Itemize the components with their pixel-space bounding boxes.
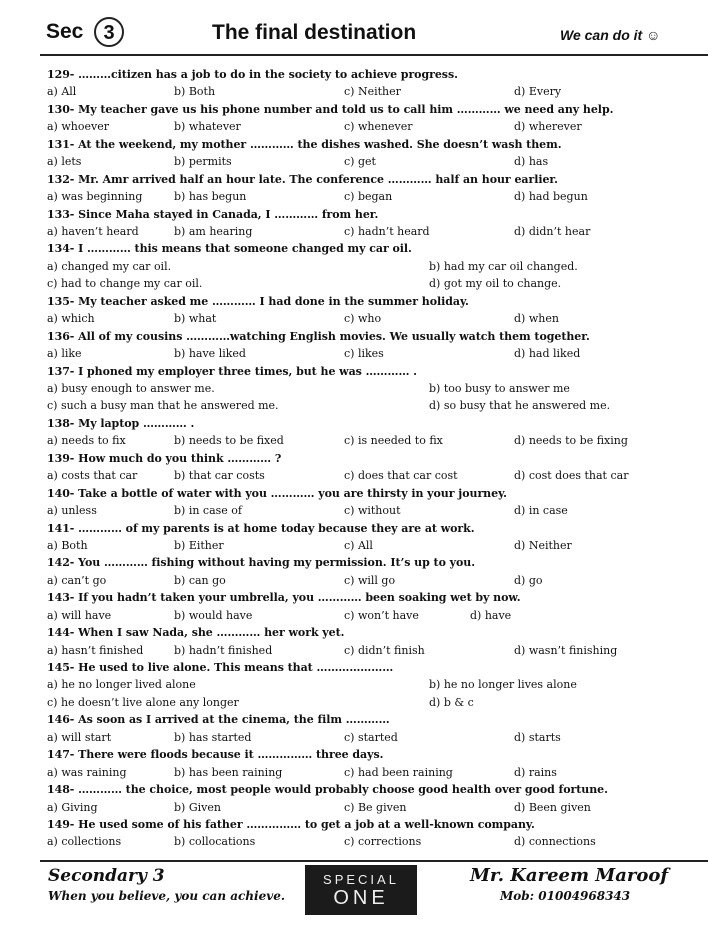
- question-text: 129- ………citizen has a job to do in the society to achieve progress.: [47, 68, 458, 81]
- option-b: b) can go: [174, 573, 226, 587]
- question-text: 142- You ………… fishing without having my permission. It’s up to you.: [47, 556, 476, 570]
- option-row: [47, 153, 687, 170]
- option-c: c) who: [344, 312, 382, 326]
- option-c: c) Neither: [344, 85, 401, 99]
- option-d: d) connections: [514, 835, 596, 849]
- question-list: [47, 66, 687, 851]
- footer-divider: [40, 860, 708, 862]
- option-a: a) hasn’t finished: [47, 643, 144, 657]
- option-c: c) without: [344, 504, 401, 518]
- option-a: a) which: [47, 312, 95, 326]
- option-b: b) am hearing: [174, 224, 253, 238]
- question-item: [47, 171, 687, 206]
- question-item: [47, 136, 687, 171]
- option-a: a) will start: [47, 730, 112, 744]
- teacher-phone: Mob: 01004968343: [500, 889, 631, 903]
- option-c: c) won’t have: [344, 608, 419, 622]
- option-grid: [47, 380, 687, 415]
- option-b: b) that car costs: [174, 469, 265, 483]
- question-item: [47, 206, 687, 241]
- option-b: b) in case of: [174, 504, 242, 518]
- option-d: d) starts: [514, 730, 561, 744]
- question-text: 143- If you hadn’t taken your umbrella, you ………… been soaking wet by now.: [47, 591, 521, 605]
- option-a: a) whoever: [47, 120, 109, 134]
- section-number-badge: 3: [94, 17, 124, 47]
- option-a: a) collections: [47, 835, 122, 849]
- option-d: d) didn’t hear: [514, 224, 591, 238]
- option-b: b) needs to be fixed: [174, 434, 284, 448]
- question-text: 140- Take a bottle of water with you ………… you are thirsty in your journey.: [47, 486, 507, 500]
- option-d: d) wherever: [514, 120, 582, 134]
- option-row: [47, 799, 687, 816]
- question-text: 135- My teacher asked me ………… I had done in the summer holiday.: [47, 294, 469, 308]
- question-text: 132- Mr. Amr arrived half an hour late. The conference ………… half an hour earlier.: [47, 172, 558, 186]
- option-row: [47, 537, 687, 554]
- question-item: [47, 240, 687, 292]
- option-grid: [47, 676, 687, 711]
- option-d: d) Every: [514, 85, 562, 99]
- option-a: a) All: [47, 85, 77, 99]
- option-row: [47, 642, 687, 659]
- option-b: b) too busy to answer me: [429, 381, 570, 395]
- option-d: d) rains: [514, 765, 557, 779]
- question-text: 134- I ………… this means that someone changed my car oil.: [47, 242, 412, 256]
- question-text: 146- As soon as I arrived at the cinema, the film …………: [47, 713, 390, 727]
- option-a: a) will have: [47, 608, 112, 622]
- option-c: c) All: [344, 538, 373, 552]
- option-c: c) had to change my car oil.: [47, 277, 203, 291]
- question-item: [47, 450, 687, 485]
- option-row: [47, 833, 687, 850]
- option-b: b) Either: [174, 538, 224, 552]
- logo-text-top: SPECIAL: [323, 872, 399, 887]
- option-d: d) got my oil to change.: [429, 277, 562, 291]
- option-row: [47, 223, 687, 240]
- page-title: The final destination: [212, 21, 417, 44]
- header: [0, 0, 720, 54]
- option-c: c) hadn’t heard: [344, 224, 430, 238]
- option-b: b) collocations: [174, 835, 256, 849]
- question-item: [47, 415, 687, 450]
- option-c: c) Be given: [344, 800, 407, 814]
- option-row: [47, 467, 687, 484]
- option-a: a) changed my car oil.: [47, 259, 172, 273]
- option-c: c) such a busy man that he answered me.: [47, 399, 279, 413]
- option-c: c) likes: [344, 347, 384, 361]
- option-d: d) wasn’t finishing: [514, 643, 618, 657]
- option-c: c) does that car cost: [344, 469, 458, 483]
- option-b: b) would have: [174, 608, 253, 622]
- option-c: c) began: [344, 190, 393, 204]
- teacher-name: Mr. Kareem Maroof: [470, 865, 669, 886]
- logo-text-bottom: ONE: [333, 887, 389, 909]
- option-row: [47, 607, 687, 624]
- option-b: b) Both: [174, 85, 216, 99]
- option-b: b) Given: [174, 800, 221, 814]
- option-a: a) was beginning: [47, 190, 143, 204]
- option-row: [47, 572, 687, 589]
- option-row: [47, 432, 687, 449]
- question-item: [47, 816, 687, 851]
- question-text: 130- My teacher gave us his phone number and told us to call him ………… we need any help.: [47, 102, 614, 116]
- option-b: b) has started: [174, 730, 252, 744]
- footer-level: Secondary 3: [48, 866, 165, 886]
- option-a: a) Both: [47, 538, 88, 552]
- question-item: [47, 520, 687, 555]
- question-item: [47, 101, 687, 136]
- option-d: d) Neither: [514, 538, 572, 552]
- option-row: [47, 118, 687, 135]
- option-d: d) Been given: [514, 800, 591, 814]
- question-item: [47, 589, 687, 624]
- option-d: d) have: [470, 608, 512, 622]
- question-item: [47, 659, 687, 711]
- question-text: 145- He used to live alone. This means that …………………: [47, 661, 394, 675]
- question-text: 141- ………… of my parents is at home today because they are at work.: [47, 521, 475, 535]
- question-text: 133- Since Maha stayed in Canada, I ………… from her.: [47, 207, 379, 221]
- option-d: d) b & c: [429, 695, 474, 709]
- option-c: c) started: [344, 730, 398, 744]
- question-item: [47, 711, 687, 746]
- option-c: c) had been raining: [344, 765, 453, 779]
- question-item: [47, 293, 687, 328]
- option-a: a) unless: [47, 504, 97, 518]
- option-d: d) when: [514, 312, 559, 326]
- option-b: b) permits: [174, 155, 232, 169]
- option-a: a) was raining: [47, 765, 127, 779]
- question-text: 139- How much do you think ………… ?: [47, 451, 282, 465]
- question-text: 144- When I saw Nada, she ………… her work yet.: [47, 626, 345, 640]
- option-a: a) Giving: [47, 800, 98, 814]
- option-row: [47, 502, 687, 519]
- question-item: [47, 328, 687, 363]
- option-b: b) he no longer lives alone: [429, 678, 577, 692]
- option-b: b) had my car oil changed.: [429, 259, 578, 273]
- option-a: a) haven’t heard: [47, 224, 139, 238]
- question-item: [47, 554, 687, 589]
- option-d: d) in case: [514, 504, 568, 518]
- option-c: c) corrections: [344, 835, 422, 849]
- option-a: a) costs that car: [47, 469, 138, 483]
- question-text: 147- There were floods because it …………… three days.: [47, 748, 384, 762]
- option-d: d) go: [514, 573, 543, 587]
- option-c: c) will go: [344, 573, 396, 587]
- question-item: [47, 363, 687, 415]
- option-c: c) is needed to fix: [344, 434, 443, 448]
- question-text: 137- I phoned my employer three times, but he was ………… .: [47, 364, 417, 378]
- option-c: c) he doesn’t live alone any longer: [47, 695, 239, 709]
- question-text: 149- He used some of his father …………… to get a job at a well-known company.: [47, 818, 535, 832]
- question-item: [47, 66, 687, 101]
- option-d: d) cost does that car: [514, 469, 629, 483]
- option-d: d) has: [514, 155, 549, 169]
- option-c: c) didn’t finish: [344, 643, 425, 657]
- option-d: d) had begun: [514, 190, 588, 204]
- option-row: [47, 83, 687, 100]
- question-text: 131- At the weekend, my mother ………… the dishes washed. She doesn’t wash them.: [47, 137, 562, 151]
- question-text: 148- ………… the choice, most people would probably choose good health over good fortune.: [47, 783, 608, 797]
- option-a: a) lets: [47, 155, 82, 169]
- question-item: [47, 624, 687, 659]
- option-c: c) whenever: [344, 120, 413, 134]
- option-a: a) needs to fix: [47, 434, 126, 448]
- option-b: b) whatever: [174, 120, 241, 134]
- option-row: [47, 764, 687, 781]
- option-row: [47, 345, 687, 362]
- header-divider: [40, 54, 708, 56]
- option-d: d) so busy that he answered me.: [429, 399, 611, 413]
- special-one-logo: [305, 865, 417, 915]
- option-a: a) he no longer lived alone: [47, 678, 196, 692]
- option-a: a) busy enough to answer me.: [47, 381, 215, 395]
- option-d: d) had liked: [514, 347, 581, 361]
- option-a: a) like: [47, 347, 82, 361]
- option-b: b) has been raining: [174, 765, 283, 779]
- question-item: [47, 485, 687, 520]
- question-item: [47, 746, 687, 781]
- option-b: b) have liked: [174, 347, 246, 361]
- option-b: b) what: [174, 312, 217, 326]
- option-d: d) needs to be fixing: [514, 434, 628, 448]
- option-row: [47, 310, 687, 327]
- question-text: 138- My laptop ………… .: [47, 416, 195, 430]
- option-a: a) can’t go: [47, 573, 107, 587]
- question-item: [47, 781, 687, 816]
- header-tagline: We can do it ☺: [560, 27, 661, 43]
- section-label: Sec: [46, 20, 84, 43]
- option-grid: [47, 258, 687, 293]
- option-row: [47, 729, 687, 746]
- option-b: b) hadn’t finished: [174, 643, 273, 657]
- option-c: c) get: [344, 155, 376, 169]
- footer-motto: When you believe, you can achieve.: [48, 889, 286, 903]
- option-b: b) has begun: [174, 190, 247, 204]
- question-text: 136- All of my cousins …………watching English movies. We usually watch them together.: [47, 329, 590, 343]
- option-row: [47, 188, 687, 205]
